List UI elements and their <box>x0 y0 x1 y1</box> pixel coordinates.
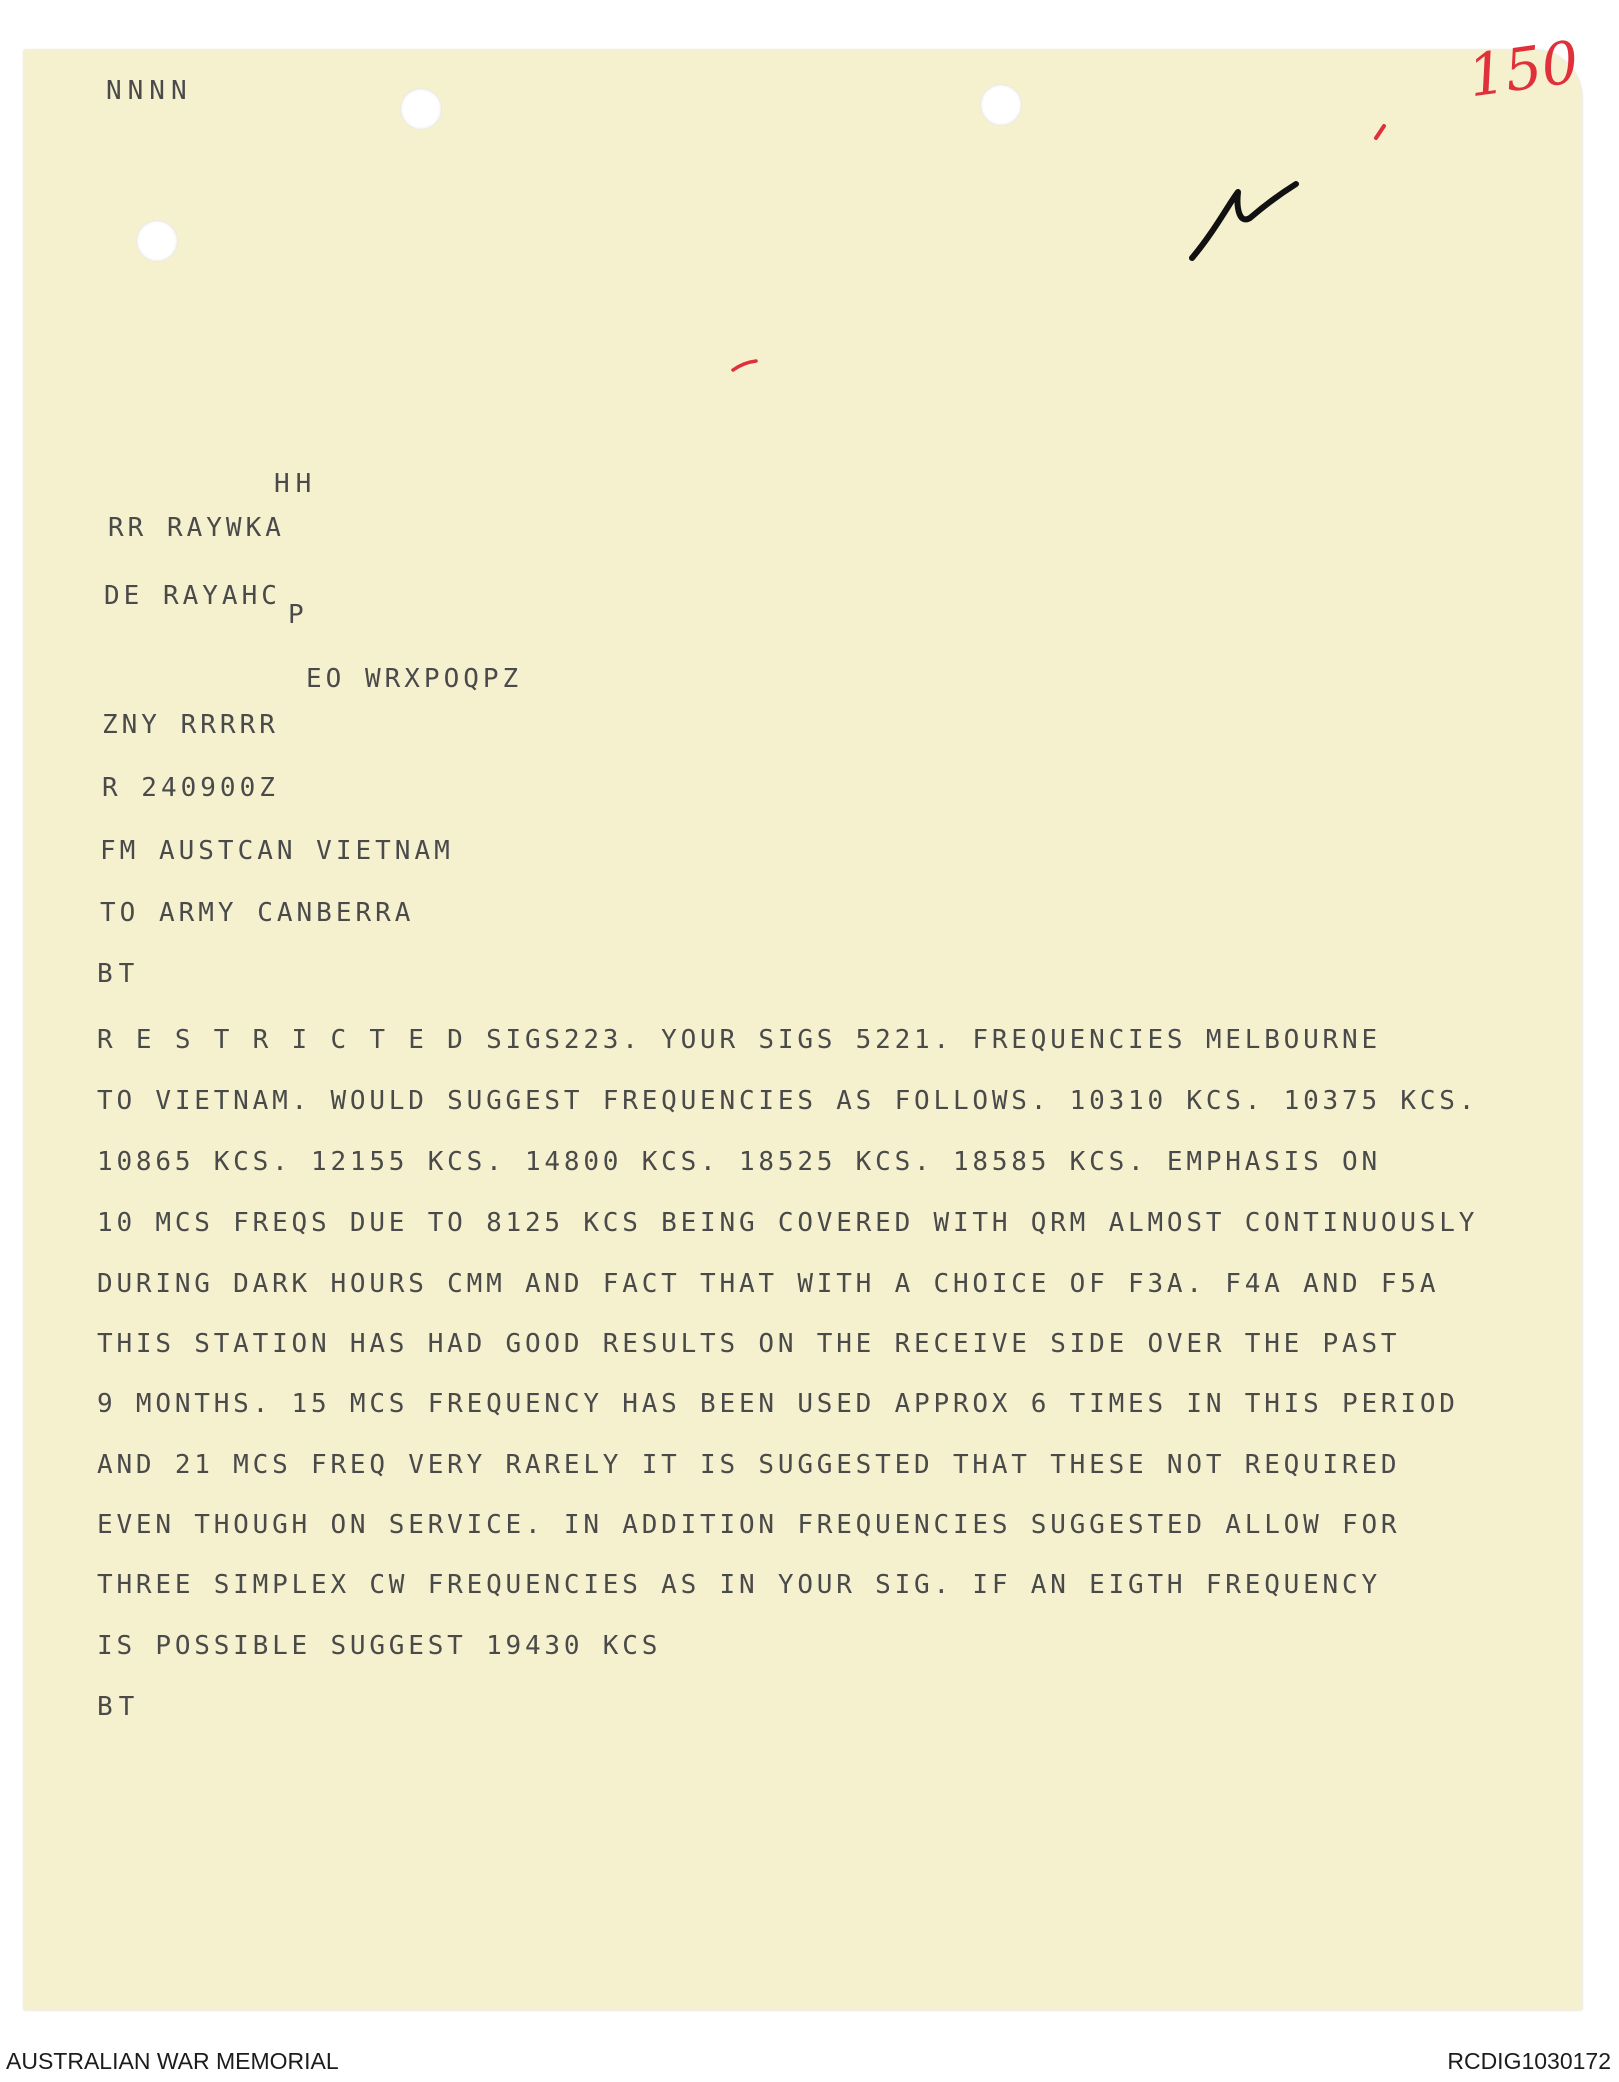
message-line: TO VIETNAM. WOULD SUGGEST FREQUENCIES AS FOLLOWS. 10310 KCS. 10375 KCS. <box>97 1086 1479 1116</box>
message-line: DURING DARK HOURS CMM AND FACT THAT WITH A CHOICE OF F3A. F4A AND F5A <box>97 1269 1440 1299</box>
to-line: TO ARMY CANBERRA <box>100 898 415 928</box>
punch-hole-left <box>136 220 178 262</box>
routing-de: DE RAYAHC <box>104 581 281 611</box>
message-line: AND 21 MCS FREQ VERY RARELY IT IS SUGGESTED THAT THESE NOT REQUIRED <box>97 1450 1401 1480</box>
routing-hh: HH <box>274 469 318 499</box>
message-line: R E S T R I C T E D SIGS223. YOUR SIGS 5221. FREQUENCIES MELBOURNE <box>97 1025 1381 1055</box>
message-line: IS POSSIBLE SUGGEST 19430 KCS <box>97 1631 662 1661</box>
message-line: 10 MCS FREQS DUE TO 8125 KCS BEING COVERED WITH QRM ALMOST CONTINUOUSLY <box>97 1208 1479 1238</box>
red-mark-right <box>1372 122 1392 142</box>
break-close: BT <box>97 1692 141 1722</box>
routing-de-suffix: P <box>288 600 310 630</box>
routing-eo: EO WRXPOQPZ <box>306 664 523 694</box>
punch-hole-top-left <box>400 88 442 130</box>
footer-institution: AUSTRALIAN WAR MEMORIAL <box>6 2048 339 2074</box>
header-code: NNNN <box>106 76 193 106</box>
folio-number: 150 <box>1463 27 1583 111</box>
date-time-group: R 240900Z <box>102 773 279 803</box>
message-line: THREE SIMPLEX CW FREQUENCIES AS IN YOUR SIG. IF AN EIGTH FREQUENCY <box>97 1570 1381 1600</box>
routing-zny: ZNY RRRRR <box>102 710 279 740</box>
break-open: BT <box>97 959 141 989</box>
punch-hole-top-right <box>980 84 1022 126</box>
message-line: 9 MONTHS. 15 MCS FREQUENCY HAS BEEN USED APPROX 6 TIMES IN THIS PERIOD <box>97 1389 1459 1419</box>
red-mark-center <box>730 356 760 376</box>
routing-rr: RR RAYWKA <box>108 513 285 543</box>
pen-checkmark <box>1184 140 1304 270</box>
from-line: FM AUSTCAN VIETNAM <box>100 836 454 866</box>
footer-record-id: RCDIG1030172 <box>1447 2048 1611 2074</box>
message-line: 10865 KCS. 12155 KCS. 14800 KCS. 18525 KCS. 18585 KCS. EMPHASIS ON <box>97 1147 1381 1177</box>
message-line: THIS STATION HAS HAD GOOD RESULTS ON THE RECEIVE SIDE OVER THE PAST <box>97 1329 1401 1359</box>
message-line: EVEN THOUGH ON SERVICE. IN ADDITION FREQUENCIES SUGGESTED ALLOW FOR <box>97 1510 1401 1540</box>
